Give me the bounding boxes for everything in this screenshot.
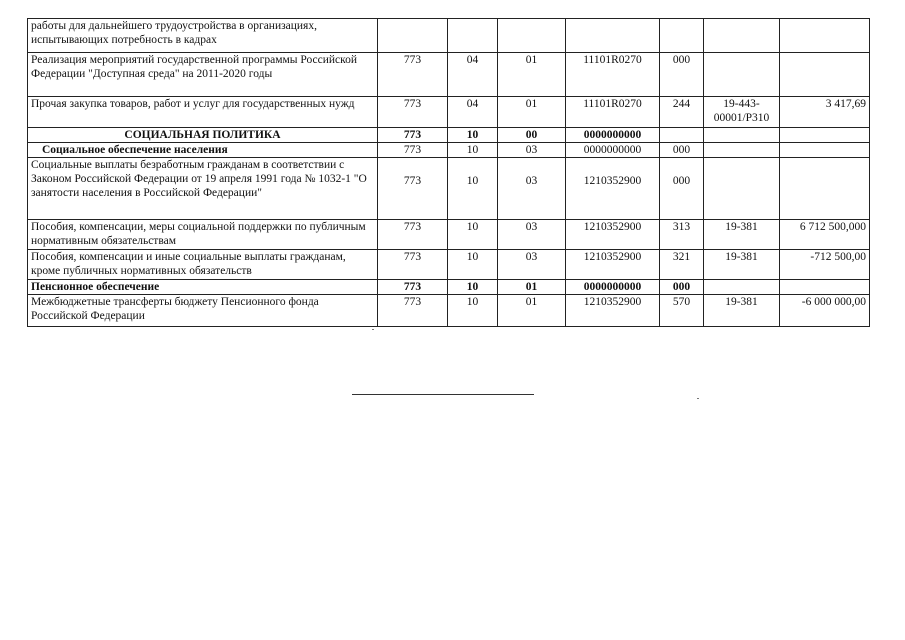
row-ved: 773 [378,250,448,280]
row-ved: 773 [378,97,448,128]
row-code: 19-381 [704,250,780,280]
row-code [704,280,780,295]
row-ved: 773 [378,128,448,143]
row-sum [780,19,870,53]
row-subsection: 03 [498,220,566,250]
table-row [28,280,870,295]
row-subsection: 01 [498,53,566,97]
row-sum [780,128,870,143]
table-row [28,295,870,327]
row-expense-type [660,128,704,143]
row-code: 19-381 [704,220,780,250]
row-sum: 6 712 500,000 [780,220,870,250]
scan-speck [372,329,374,330]
row-name: Реализация мероприятий государственной программы Российской Федерации "Доступная среда" на 2011-2020 годы [28,53,378,97]
row-section: 10 [448,280,498,295]
row-subsection: 00 [498,128,566,143]
row-expense-type: 000 [660,158,704,220]
row-section: 10 [448,250,498,280]
row-target-article: 1210352900 [566,250,660,280]
row-expense-type [660,19,704,53]
row-expense-type: 000 [660,53,704,97]
row-subsection: 01 [498,280,566,295]
row-sum [780,280,870,295]
row-ved: 773 [378,143,448,158]
row-expense-type: 000 [660,143,704,158]
table-row [28,128,870,143]
row-name: Прочая закупка товаров, работ и услуг для государственных нужд [28,97,378,128]
row-expense-type: 000 [660,280,704,295]
row-name: Пособия, компенсации и иные социальные выплаты гражданам, кроме публичных нормативных обязательств [28,250,378,280]
row-expense-type: 313 [660,220,704,250]
row-section: 10 [448,143,498,158]
row-section: 04 [448,97,498,128]
separator-line [352,394,534,395]
row-sum [780,53,870,97]
row-sum: 3 417,69 [780,97,870,128]
scan-speck [697,398,699,399]
table-row [28,143,870,158]
table-row [28,97,870,128]
row-expense-type: 570 [660,295,704,327]
row-section: 04 [448,53,498,97]
table-row [28,53,870,97]
row-subsection [498,19,566,53]
row-ved: 773 [378,158,448,220]
row-section: 10 [448,158,498,220]
row-section: 10 [448,128,498,143]
row-target-article: 0000000000 [566,280,660,295]
row-subsection: 01 [498,295,566,327]
row-name: СОЦИАЛЬНАЯ ПОЛИТИКА [28,128,378,143]
row-target-article [566,19,660,53]
row-sum [780,143,870,158]
table-row [28,220,870,250]
row-ved: 773 [378,295,448,327]
row-section [448,19,498,53]
row-code [704,53,780,97]
row-ved: 773 [378,280,448,295]
row-target-article: 1210352900 [566,220,660,250]
row-name: Межбюджетные трансферты бюджету Пенсионного фонда Российской Федерации [28,295,378,327]
row-sum [780,158,870,220]
row-code [704,19,780,53]
row-name: Социальные выплаты безработным гражданам в соответствии с Законом Российской Федерации от 19 апреля 1991 года № 1032-1 "О занятости населения в Российской Федерации" [28,158,378,220]
row-target-article: 1210352900 [566,158,660,220]
row-code: 19-443-00001/P310 [704,97,780,128]
row-sum: -712 500,00 [780,250,870,280]
row-subsection: 03 [498,143,566,158]
row-target-article: 0000000000 [566,128,660,143]
row-code [704,128,780,143]
row-target-article: 11101R0270 [566,97,660,128]
table-row [28,19,870,53]
row-ved: 773 [378,220,448,250]
row-section: 10 [448,295,498,327]
row-target-article: 1210352900 [566,295,660,327]
row-code [704,143,780,158]
row-section: 10 [448,220,498,250]
row-expense-type: 321 [660,250,704,280]
row-subsection: 01 [498,97,566,128]
row-code [704,158,780,220]
row-ved: 773 [378,53,448,97]
row-code: 19-381 [704,295,780,327]
table-row [28,250,870,280]
row-target-article: 0000000000 [566,143,660,158]
row-subsection: 03 [498,158,566,220]
row-name: Пенсионное обеспечение [28,280,378,295]
row-target-article: 11101R0270 [566,53,660,97]
row-name: работы для дальнейшего трудоустройства в организациях, испытывающих потребность в кадрах [28,19,378,53]
row-name: Пособия, компенсации, меры социальной поддержки по публичным нормативным обязательствам [28,220,378,250]
row-ved [378,19,448,53]
row-sum: -6 000 000,00 [780,295,870,327]
budget-table [27,18,870,327]
row-subsection: 03 [498,250,566,280]
table-row [28,158,870,220]
row-name: Социальное обеспечение населения [28,143,378,158]
row-expense-type: 244 [660,97,704,128]
